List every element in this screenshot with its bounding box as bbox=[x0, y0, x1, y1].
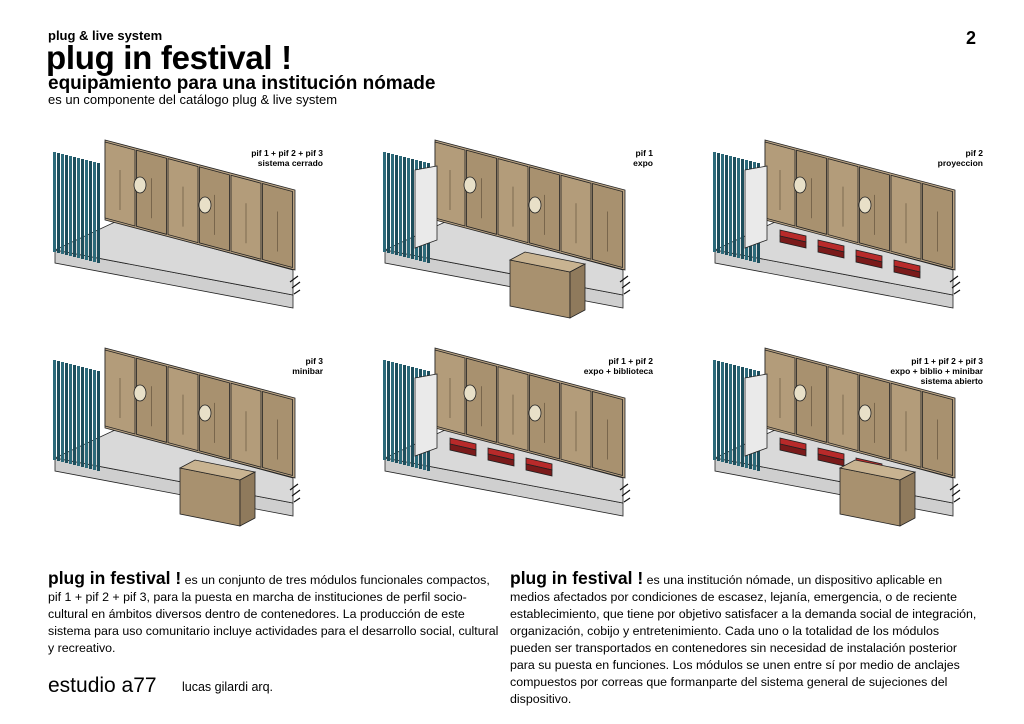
description-right-lead: plug in festival ! bbox=[510, 568, 644, 588]
description-left-body: es un conjunto de tres módulos funcionales compactos, pif 1 + pif 2 + pif 3, para la puesta en marcha de instituciones de perfil socio-cultural en ámbitos diversos dentro de contenedores. La producción de este sistema para uso comunitario incluye actividades para el desarrollo social, cultural y recreativo. bbox=[48, 573, 499, 655]
studio-name: estudio a77 bbox=[48, 674, 157, 697]
panel-label: pif 3 minibar bbox=[292, 356, 323, 376]
page-title: plug in festival ! bbox=[46, 39, 292, 76]
panel-label: pif 1 + pif 2 expo + biblioteca bbox=[583, 356, 653, 376]
page-subtitle: equipamiento para una institución nómade bbox=[48, 73, 436, 94]
page-number: 2 bbox=[966, 28, 977, 48]
panel-label: pif 1 expo bbox=[633, 148, 653, 168]
panel-label: pif 1 + pif 2 + pif 3 sistema cerrado bbox=[251, 148, 323, 168]
series-label: plug & live system bbox=[48, 28, 163, 43]
illustration-panel-1 bbox=[45, 130, 335, 330]
architect-name: lucas gilardi arq. bbox=[182, 680, 274, 694]
description-right-body: es una institución nómade, un dispositivo aplicable en medios afectados por condiciones de escasez, lejanía, emergencia, o de reciente establecimiento, que tiene por objetivo satisfacer a la demanda social de integración, organización, cobijo y entretenimiento. Cada uno o la totalidad de los módulos pueden ser transportados en contenedores sin necesidad de instalación posterior para su puesta en funciones. Los módulos se unen entre sí por medio de anclajes compuestos por correas que formanparte del sistema general de sujeciones del dispositivo. bbox=[510, 573, 977, 706]
page-tagline: es un componente del catálogo plug & live system bbox=[48, 92, 338, 107]
illustration-panel-4 bbox=[45, 338, 335, 538]
panel-label: pif 2 proyeccion bbox=[937, 148, 983, 168]
illustration-panel-5 bbox=[375, 338, 665, 538]
illustration-panel-2 bbox=[375, 130, 665, 330]
description-left-lead: plug in festival ! bbox=[48, 568, 182, 588]
panel-label: pif 1 + pif 2 + pif 3 expo + biblio + minibar sistema abierto bbox=[890, 356, 983, 386]
illustration-panel-3 bbox=[705, 130, 995, 330]
description-right bbox=[510, 570, 978, 708]
illustration-panel-6 bbox=[705, 338, 995, 538]
description-left bbox=[48, 570, 500, 657]
